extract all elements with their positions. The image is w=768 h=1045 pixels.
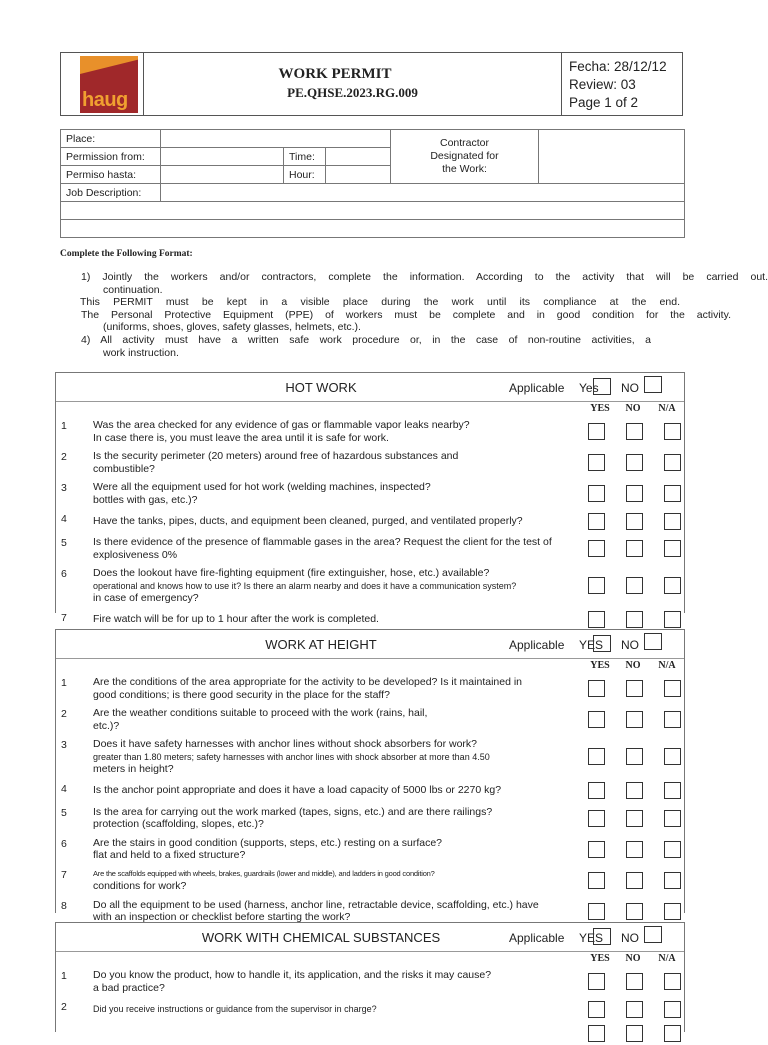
question-text [93,899,573,924]
applicable-no-label: NO [621,638,639,652]
question-line: Do all the equipment to be used (harness, anchor line, retractable device, scaffolding, etc.) have [93,898,539,911]
na-checkbox[interactable] [664,454,681,471]
place-field[interactable] [161,130,391,148]
col-no: NO [625,403,641,414]
na-checkbox[interactable] [664,423,681,440]
question-text [93,515,573,528]
yes-checkbox[interactable] [588,454,605,471]
yes-checkbox[interactable] [588,680,605,697]
question-line: protection (scaffolding, slopes, etc.)? [93,818,264,830]
question-line: Are the scaffolds equipped with wheels, brakes, guardrails (lower and middle), and ladders in good condition? [93,868,435,878]
question-line: Was the area checked for any evidence of gas or flammable vapor leaks nearby? [93,419,470,431]
na-checkbox[interactable] [664,485,681,502]
question-line: etc.)? [93,719,120,732]
item-number: 4 [61,513,67,525]
question-text [93,837,573,862]
col-na: N/A [658,403,676,414]
yes-checkbox[interactable] [588,485,605,502]
na-checkbox[interactable] [664,1025,681,1042]
section-height [55,629,685,923]
question-line: Is the area for carrying out the work marked (tapes, signs, etc.) and are there railings? [93,805,493,818]
permiso-hasta-label: Permiso hasta: [61,166,161,184]
section-header [56,630,684,659]
contractor-label: Contractor Designated for the Work: [391,130,539,184]
question-line: Have the tanks, pipes, ducts, and equipment been cleaned, purged, and ventilated properly? [93,514,523,527]
applicable-yes-label: YES [579,638,604,652]
na-checkbox[interactable] [664,973,681,990]
no-checkbox[interactable] [626,841,643,858]
permission-from-field[interactable] [161,148,284,166]
applicable-no-label: NO [621,931,639,945]
no-checkbox[interactable] [626,1001,643,1018]
yes-checkbox[interactable] [588,423,605,440]
no-checkbox[interactable] [626,810,643,827]
no-checkbox[interactable] [626,485,643,502]
item-number: 2 [61,451,67,463]
applicable-no-label: NO [621,381,639,395]
question-text [93,450,573,475]
instruction-line: (uniforms, shoes, gloves, safety glasses, helmets, etc.). [103,321,361,334]
checklist-item [56,564,684,608]
section-chem [55,922,685,1032]
yes-checkbox[interactable] [588,841,605,858]
item-number: 2 [61,1001,67,1013]
item-number: 4 [61,782,67,795]
question-line: Do you know the product, how to handle it, its application, and the risks it may cause? [93,969,492,981]
item-number: 3 [61,482,67,494]
answer-column-headers [56,952,684,966]
na-checkbox[interactable] [664,903,681,920]
question-line: Are the conditions of the area appropriate for the activity to be developed? Is it maintained in [93,676,523,688]
na-checkbox[interactable] [664,782,681,799]
item-number: 5 [61,537,67,549]
no-checkbox[interactable] [626,423,643,440]
haug-logo: haug [80,56,138,113]
question-text [93,868,573,893]
question-line: Are the stairs in good condition (supports, steps, etc.) resting on a surface? [93,836,443,849]
applicable-yes-checkbox[interactable] [593,928,611,945]
question-text [93,1027,573,1040]
instruction-line: 4) All activity must have a written safe work procedure or, in the case of non-routine activities, a [81,333,651,346]
checklist-item [56,447,684,478]
section-title: HOT WORK [285,380,357,395]
item-number: 6 [61,568,67,580]
hour-label: Hour: [284,166,326,184]
section-header [56,373,684,402]
na-checkbox[interactable] [664,810,681,827]
question-line: good conditions; is there good security in the place for the staff? [93,688,390,701]
yes-checkbox[interactable] [588,611,605,628]
applicable-label: Applicable [509,381,565,395]
instruction-line: 1) Jointly the workers and/or contractors, complete the information. According to the activity that will be carried out. [81,271,768,283]
na-checkbox[interactable] [664,611,681,628]
question-line: operational and knows how to use it? Is there an alarm nearby and does it have a communication system? [93,580,517,591]
question-line: flat and held to a fixed structure? [93,849,246,861]
no-checkbox[interactable] [626,577,643,594]
checklist-item [56,834,684,865]
no-checkbox[interactable] [626,973,643,990]
question-line: Are the weather conditions suitable to proceed with the work (rains, hail, [93,707,428,719]
checklist-item [56,779,684,803]
page-number: Page 1 of 2 [569,95,639,110]
question-line: bottles with gas, etc.)? [93,493,198,506]
document-header [60,52,683,116]
no-checkbox[interactable] [626,872,643,889]
time-field[interactable] [326,148,391,166]
answer-column-headers [56,659,684,673]
section-header [56,923,684,952]
question-text [93,419,573,444]
col-no: NO [625,660,641,671]
place-label: Place: [61,130,161,148]
na-checkbox[interactable] [664,680,681,697]
no-checkbox[interactable] [626,903,643,920]
col-na: N/A [658,953,676,964]
format-heading: Complete the Following Format: [60,249,193,259]
title-cell [144,53,562,115]
checklist-item [56,509,684,533]
checklist-item [56,865,684,896]
na-checkbox[interactable] [664,577,681,594]
question-line: Is the security perimeter (20 meters) around free of hazardous substances and [93,450,459,462]
yes-checkbox[interactable] [588,782,605,799]
section-title: WORK AT HEIGHT [265,637,377,652]
question-text [93,806,573,831]
na-checkbox[interactable] [664,841,681,858]
checklist-item [56,533,684,564]
instruction-line: The Personal Protective Equipment (PPE) of workers must be complete and in good condition for the activity. [81,308,731,321]
question-line: Does it have safety harnesses with anchor lines without shock absorbers for work? [93,738,478,750]
question-text [93,613,573,626]
no-checkbox[interactable] [626,748,643,765]
applicable-yes-checkbox[interactable] [593,378,611,395]
question-text [93,1003,573,1016]
question-line [93,1027,573,1040]
checklist-item [56,704,684,735]
permission-from-label: Permission from: [61,148,161,166]
applicable-yes-label: YES [579,931,604,945]
checklist-item [56,673,684,704]
no-checkbox[interactable] [626,611,643,628]
question-line: Fire watch will be for up to 1 hour after the work is completed. [93,613,379,626]
instruction-line: continuation. [103,283,163,296]
yes-checkbox[interactable] [588,1001,605,1018]
item-number: 7 [61,611,67,624]
yes-checkbox[interactable] [588,513,605,530]
na-checkbox[interactable] [664,872,681,889]
na-checkbox[interactable] [664,1001,681,1018]
no-checkbox[interactable] [626,454,643,471]
no-checkbox[interactable] [626,711,643,728]
question-line: combustible? [93,462,155,475]
checklist-item [56,416,684,447]
section-title: WORK WITH CHEMICAL SUBSTANCES [201,930,441,945]
fecha: Fecha: 28/12/12 [569,59,667,74]
yes-checkbox[interactable] [588,577,605,594]
na-checkbox[interactable] [664,711,681,728]
question-text [93,707,573,732]
document-title: WORK PERMIT [278,66,392,82]
item-number: 6 [61,837,67,850]
permiso-hasta-field[interactable] [161,166,284,184]
item-number: 5 [61,806,67,819]
time-label: Time: [284,148,326,166]
applicable-no-checkbox[interactable] [644,633,662,650]
question-line: with an inspection or checklist before starting the work? [93,911,351,923]
checklist-item [56,997,684,1021]
na-checkbox[interactable] [664,540,681,557]
no-checkbox[interactable] [626,680,643,697]
meta-cell [562,53,682,115]
yes-checkbox[interactable] [588,810,605,827]
instructions [81,271,768,359]
question-text [93,567,573,605]
yes-checkbox[interactable] [588,973,605,990]
na-checkbox[interactable] [664,513,681,530]
permit-info-table [60,129,685,238]
applicable-no-checkbox[interactable] [644,926,662,943]
yes-checkbox[interactable] [588,748,605,765]
col-no: NO [625,953,641,964]
applicable-yes-checkbox[interactable] [593,635,611,652]
answer-column-headers [56,402,684,416]
item-number: 7 [61,868,67,881]
col-yes: YES [590,953,610,964]
item-number: 2 [61,708,67,720]
section-hot [55,372,685,626]
checklist-item [56,803,684,834]
item-number: 1 [61,970,67,982]
checklist-item [56,478,684,509]
checklist-item [56,1021,684,1045]
question-text [93,969,573,994]
question-line: conditions for work? [93,880,187,892]
col-yes: YES [590,660,610,671]
question-text [93,784,573,797]
applicable-label: Applicable [509,638,565,652]
item-number: 3 [61,739,67,751]
item-number: 1 [61,420,67,432]
yes-checkbox[interactable] [588,872,605,889]
contractor-field[interactable] [539,130,685,184]
job-description-label: Job Description: [61,184,161,202]
job-description-field[interactable] [161,184,685,202]
col-na: N/A [658,660,676,671]
instruction-line: work instruction. [103,346,179,359]
question-text [93,676,573,701]
item-number: 1 [61,677,67,689]
col-yes: YES [590,403,610,414]
no-checkbox[interactable] [626,1025,643,1042]
question-line: a bad practice? [93,981,165,994]
logo-cell [61,53,144,115]
question-text [93,738,573,776]
checklist-item [56,966,684,997]
applicable-no-checkbox[interactable] [644,376,662,393]
question-line: Is there evidence of the presence of flammable gases in the area? Request the client for the test of [93,536,552,548]
question-text [93,481,573,506]
item-number: 8 [61,899,67,912]
question-line: Does the lookout have fire-fighting equipment (fire extinguisher, hose, etc.) available? [93,567,490,579]
review: Review: 03 [569,77,636,92]
yes-checkbox[interactable] [588,1025,605,1042]
checklist-item [56,735,684,779]
checklist-item [56,608,684,632]
applicable-yes-label: Yes [579,381,599,395]
question-line: Is the anchor point appropriate and does it have a load capacity of 5000 lbs or 2270 kg? [93,784,502,797]
question-line: greater than 1.80 meters; safety harnesses with anchor lines with shock absorber at more than 4.50 [93,751,490,762]
na-checkbox[interactable] [664,748,681,765]
hour-field[interactable] [326,166,391,184]
question-line: Did you receive instructions or guidance from the supervisor in charge? [93,1003,377,1014]
job-description-line[interactable] [61,202,685,220]
document-code: PE.QHSE.2023.RG.009 [287,85,418,100]
no-checkbox[interactable] [626,540,643,557]
question-line: Were all the equipment used for hot work (welding machines, inspected? [93,481,431,493]
question-line: in case of emergency? [93,592,199,604]
applicable-label: Applicable [509,931,565,945]
question-line: explosiveness 0% [93,548,178,561]
no-checkbox[interactable] [626,782,643,799]
question-text [93,536,573,561]
yes-checkbox[interactable] [588,540,605,557]
question-line: In case there is, you must leave the area until it is safe for work. [93,431,389,444]
job-description-line[interactable] [61,220,685,238]
instruction-line: This PERMIT must be kept in a visible place during the work until its compliance at the end. [80,296,680,309]
yes-checkbox[interactable] [588,711,605,728]
yes-checkbox[interactable] [588,903,605,920]
no-checkbox[interactable] [626,513,643,530]
question-line: meters in height? [93,763,174,775]
